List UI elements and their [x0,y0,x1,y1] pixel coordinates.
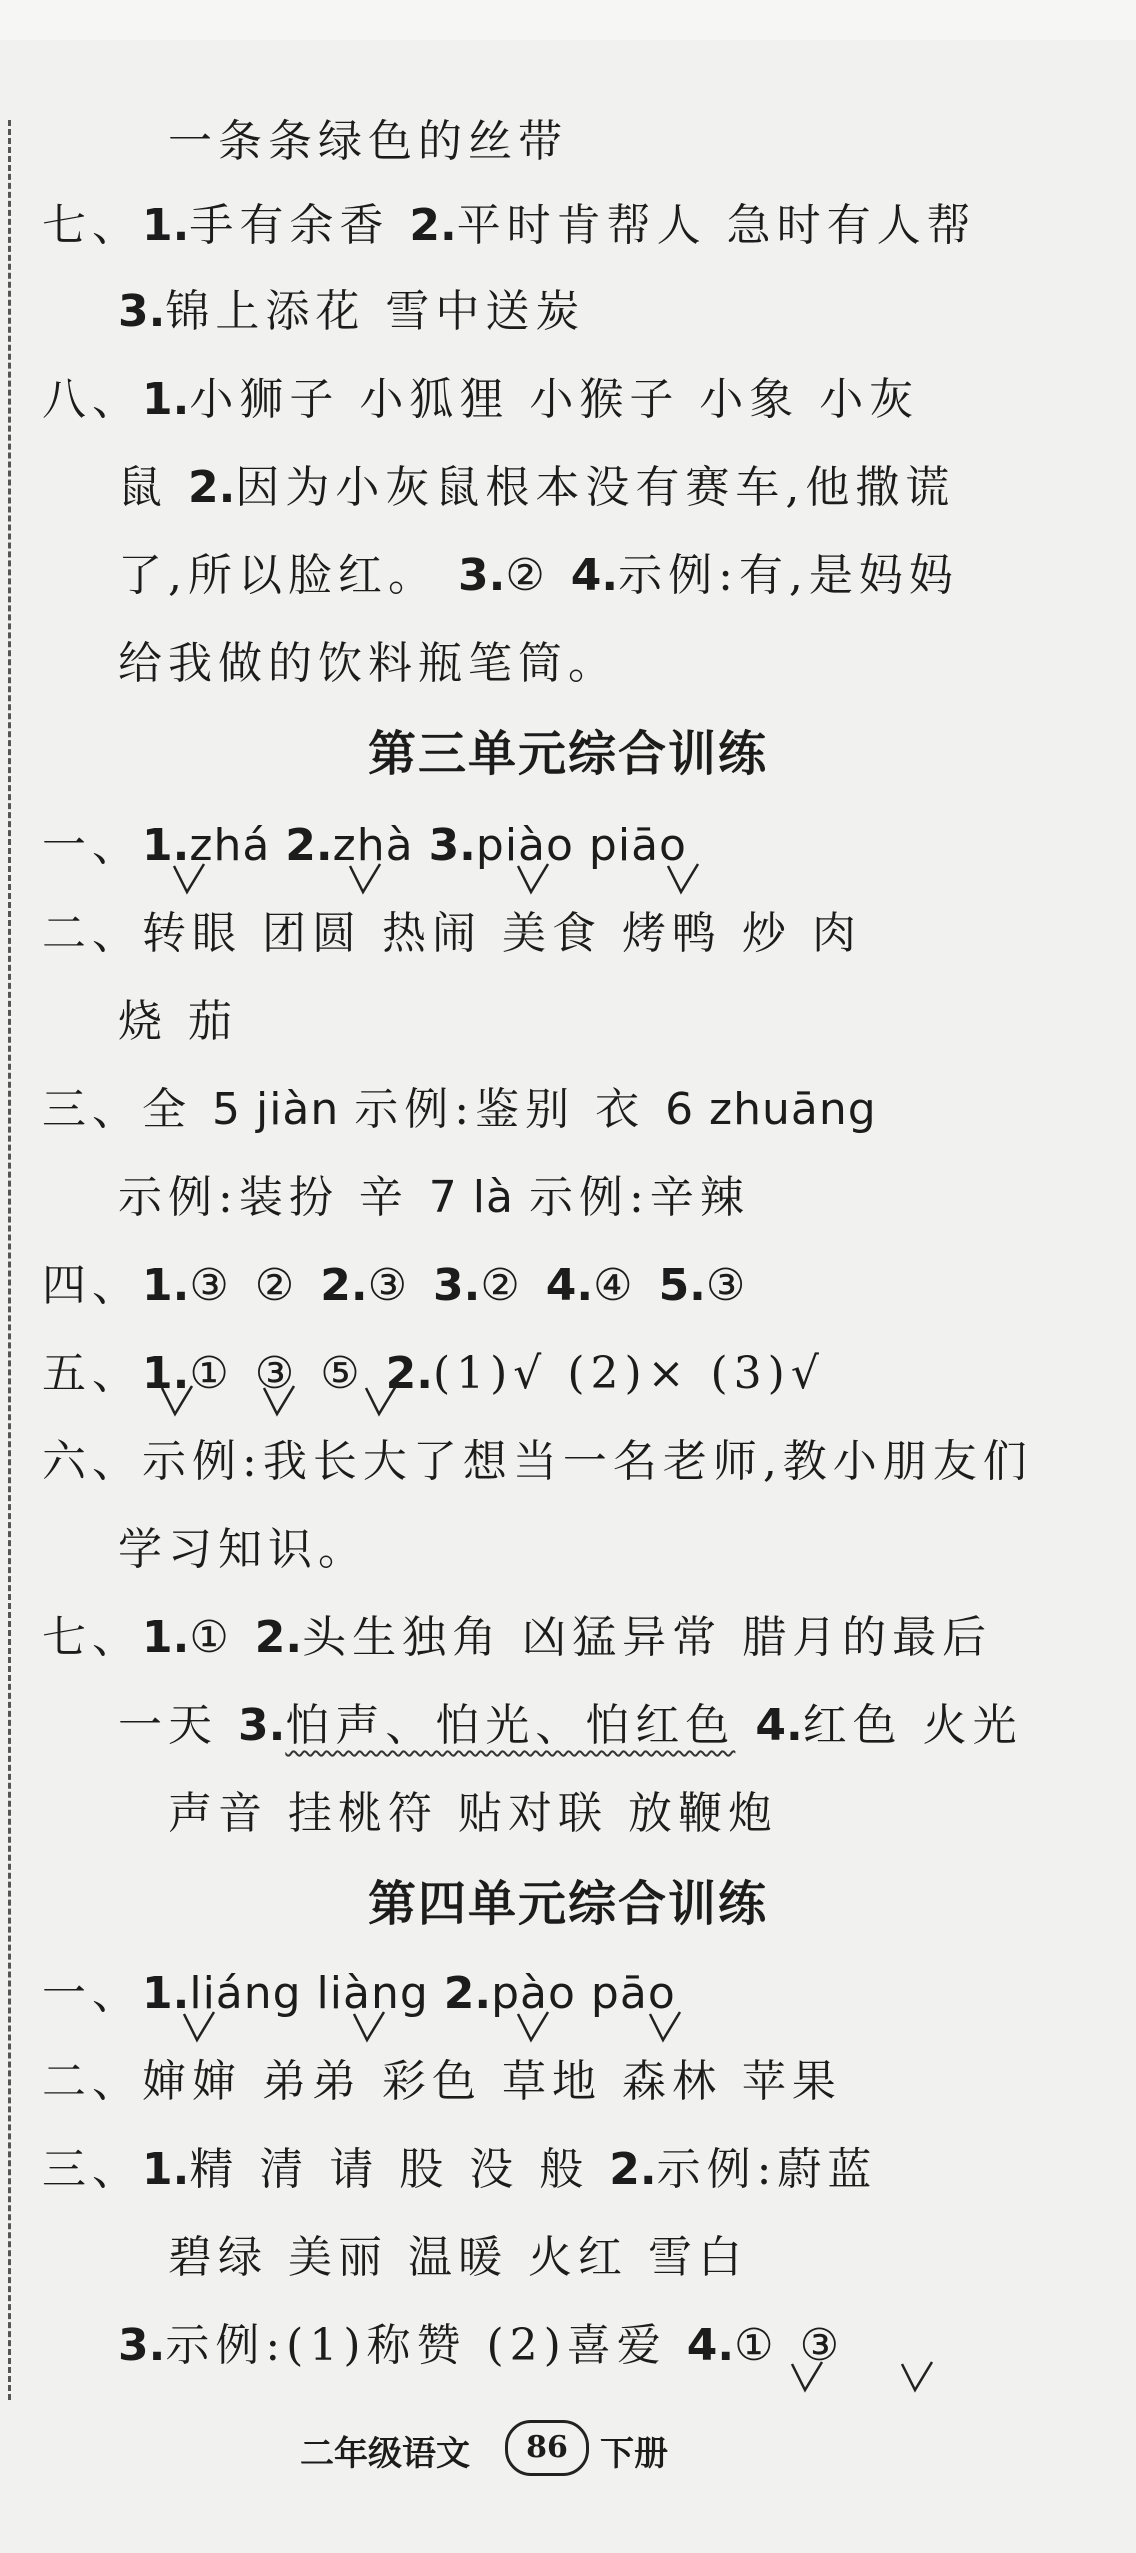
answer-text: 二、转眼 团圆 热闹 美食 烤鸭 炒 肉 [42,908,862,959]
section-number: 一、 [42,820,142,871]
answer-text: 示例:(1)称赞 (2)喜爱 [165,2320,687,2371]
page-footer [0,2420,1136,2480]
answer-text: ③ ② [189,1260,321,1311]
item-number: 2. [609,2144,657,2195]
answer-line [118,2316,845,2376]
section-number: 三、 [42,2144,142,2195]
answer-line [118,1696,1023,1756]
answer-text: 示例:蔚蓝 [656,2144,878,2195]
item-number: 1. [142,1968,190,2019]
pinyin-text: piào piāo [475,820,687,871]
answer-text: ① ③ [734,2320,846,2371]
answer-text: 烧 茄 [118,996,238,1047]
pinyin-text: zhá [189,820,286,871]
item-number: 3. [433,1260,481,1311]
item-number: 1. [142,1260,190,1311]
answer-text: 因为小灰鼠根本没有赛车,他撒谎 [235,462,956,513]
item-number: 3. [118,286,166,337]
answer-text: ③ [705,1260,752,1311]
item-number: 2. [443,1968,492,2019]
answer-line [168,1784,778,1844]
unit-heading: 第三单元综合训练 [367,726,768,782]
item-number: 2. [409,200,457,251]
footer-volume: 下册 [600,2434,668,2474]
pinyin-text: 6 zhuāng [665,1084,877,1135]
section-number: 四、 [42,1260,142,1311]
answer-line [42,1080,877,1140]
answer-line [42,196,977,256]
item-number: 2. [254,1612,303,1663]
answer-line [168,112,568,172]
answer-text: 一条条绿色的丝带 [168,116,568,167]
answer-text: ① [189,1612,255,1663]
answer-text: 六、示例:我长大了想当一名老师,教小朋友们 [42,1436,1033,1487]
answer-line [118,1520,368,1580]
section-number: 五、 [42,1348,142,1399]
answer-text: 二、婶婶 弟弟 彩色 草地 森林 苹果 [42,2056,842,2107]
item-number: 1. [142,820,190,871]
answer-line [118,546,959,606]
item-number: 1. [142,1612,190,1663]
page-number-badge: 86 [505,2420,589,2476]
answer-line [42,1432,1033,1492]
item-number: 4. [686,2320,735,2371]
item-number: 2. [320,1260,368,1311]
item-number: 3. [238,1700,286,1751]
pinyin-text: liáng liàng [189,1968,444,2019]
item-number: 1. [142,1348,190,1399]
answer-text: ③ [367,1260,433,1311]
section-number: 一、 [42,1968,142,2019]
pinyin-text: zhà [332,820,429,871]
answer-text: ② [505,550,571,601]
answer-text: 给我做的饮料瓶笔筒。 [118,638,618,689]
item-number: 2. [285,820,333,871]
item-number: 3. [428,820,476,871]
answer-line [118,458,955,518]
pinyin-text: 7 là [428,1172,529,1223]
item-number: 5. [658,1260,706,1311]
pinyin-text: 5 jiàn [212,1084,355,1135]
answer-line [168,2228,748,2288]
answer-line [118,634,618,694]
answer-line [118,992,238,1052]
answer-text: 鼠 [118,462,188,513]
answer-line [42,1256,751,1316]
spacer-text [735,1700,755,1751]
answer-line [42,1964,676,2024]
item-number: 4. [755,1700,803,1751]
answer-text: 声音 挂桃符 贴对联 放鞭炮 [168,1788,778,1839]
pinyin-text: pào pāo [491,1968,676,2019]
answer-text: ④ [593,1260,659,1311]
answer-text: 了,所以脸红。 [118,550,458,601]
answer-text: 示例:鉴别 衣 [354,1084,666,1135]
answer-line [42,904,862,964]
answer-text: ① ③ ⑤ [189,1348,386,1399]
item-number: 1. [142,2144,190,2195]
item-number: 4. [545,1260,594,1311]
answer-text: (1)√ (2)× (3)√ [432,1348,825,1399]
check-mark-icon [900,2360,934,2394]
wavy-underlined-answer: 怕声、怕光、怕红色 [285,1700,736,1751]
answer-text: 碧绿 美丽 温暖 火红 雪白 [168,2232,748,2283]
section-number: 七、 [42,200,142,251]
section-number: 七、 [42,1612,142,1663]
answer-text: 头生独角 凶猛异常 腊月的最后 [302,1612,993,1663]
answer-line [42,2140,877,2200]
answer-text: 锦上添花 雪中送炭 [165,286,586,337]
answer-line [42,2052,842,2112]
item-number: 3. [457,550,506,601]
answer-text: 示例:辛辣 [528,1172,750,1223]
answer-text: 平时肯帮人 急时有人帮 [456,200,977,251]
item-number: 3. [118,2320,166,2371]
answer-line [42,1344,825,1404]
answer-line [118,282,585,342]
answer-text: 示例:装扮 辛 [118,1172,429,1223]
answer-text: 学习知识。 [118,1524,368,1575]
unit-heading: 第四单元综合训练 [367,1876,768,1932]
answer-text: 三、全 [42,1084,212,1135]
answer-line [42,370,919,430]
item-number: 1. [142,374,190,425]
answer-text: 手有余香 [189,200,410,251]
answer-text: ② [480,1260,546,1311]
item-number: 2. [188,462,236,513]
item-number: 4. [570,550,619,601]
answer-text: 示例:有,是妈妈 [618,550,959,601]
item-number: 1. [142,200,190,251]
answer-text: 红色 火光 [802,1700,1023,1751]
answer-text: 小狮子 小狐狸 小猴子 小象 小灰 [189,374,920,425]
answer-text: 一天 [118,1700,238,1751]
answer-line [42,1608,992,1668]
answer-line [118,1168,750,1228]
footer-grade: 二年级语文 [300,2434,470,2474]
answer-text: 精 清 请 股 没 般 [189,2144,610,2195]
answer-line [42,816,687,876]
section-number: 八、 [42,374,142,425]
item-number: 2. [385,1348,433,1399]
